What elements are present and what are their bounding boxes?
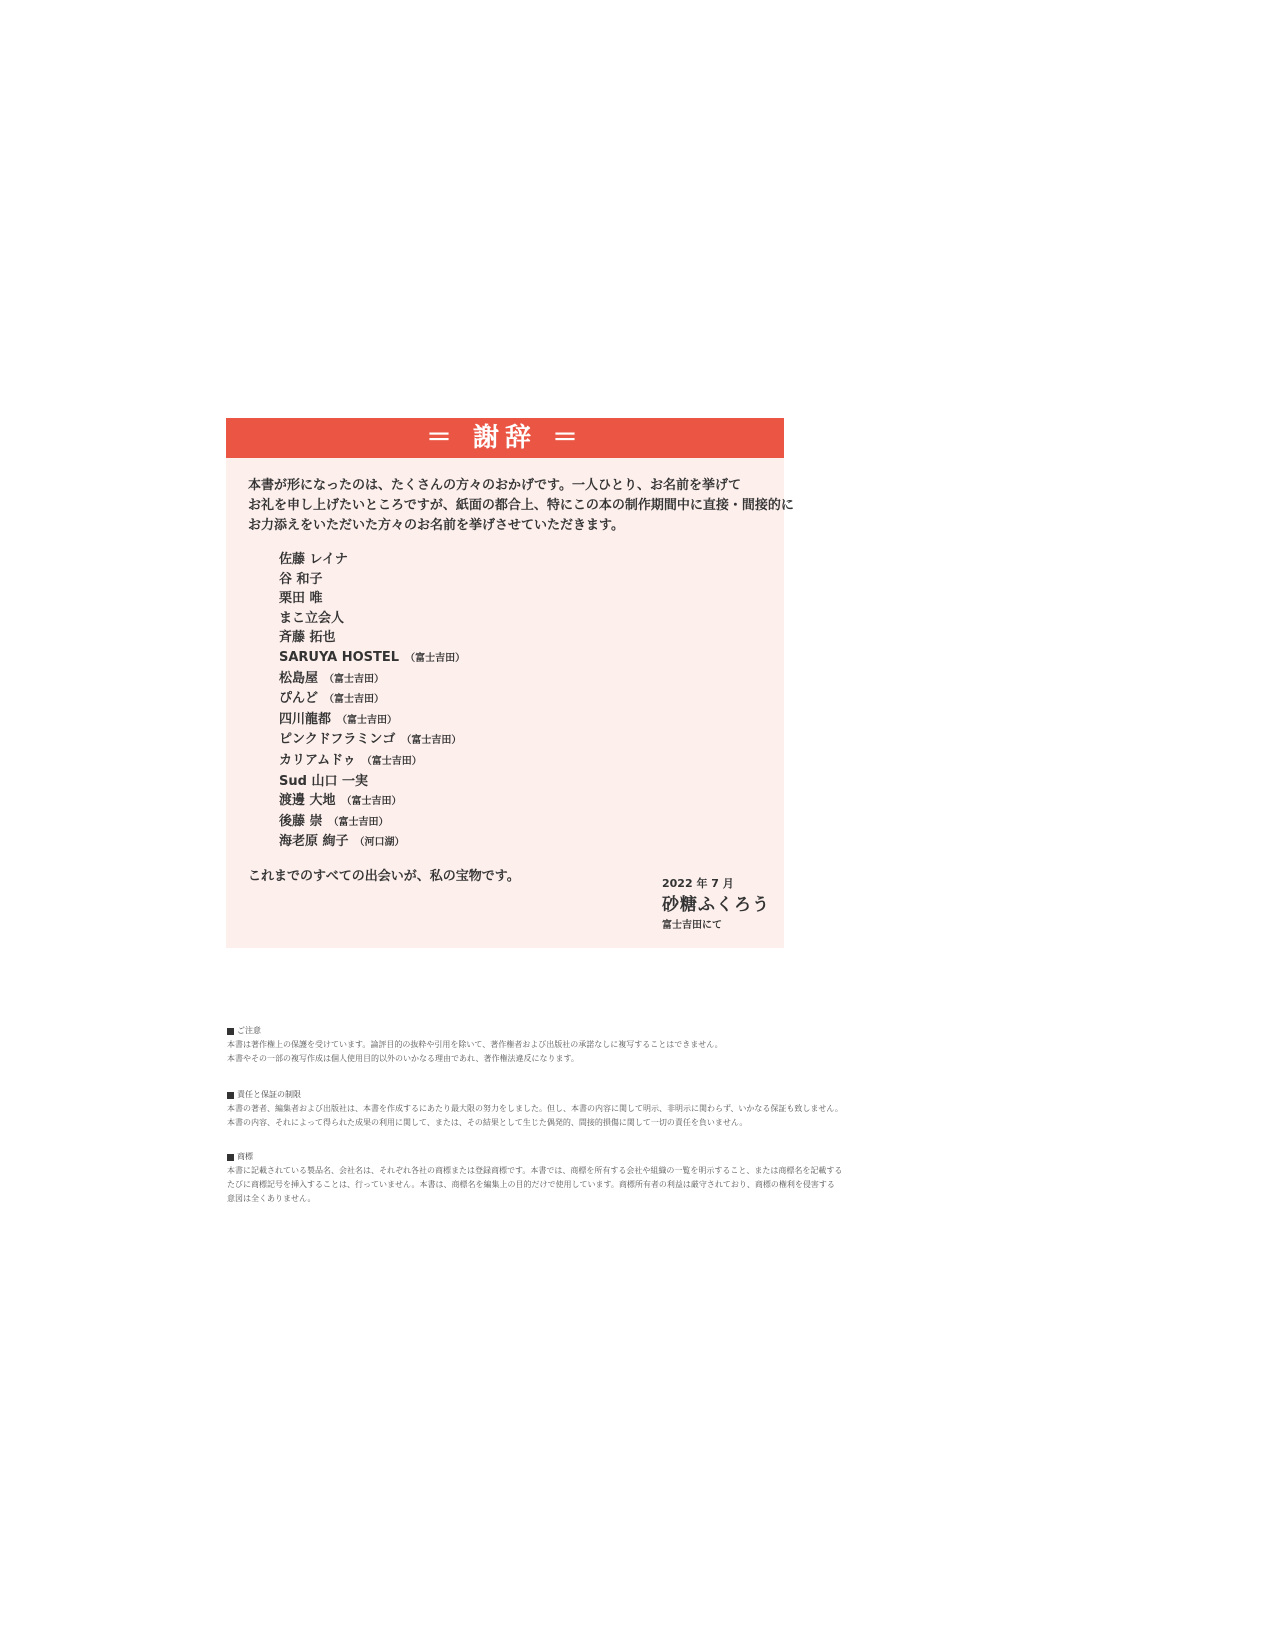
acknowledgements-box [226,418,794,948]
person-name: 谷 和子 [279,571,323,587]
location-note: （河口湖） [354,837,405,849]
list-item [279,669,784,690]
legal-notice-section [227,1024,867,1066]
list-item [279,812,784,833]
signature-date: 2022 年 7 月 [662,877,734,890]
location-note: （富士吉田） [324,673,385,685]
person-name: 佐藤 レイナ [279,552,348,567]
section-title: ご注意 [237,1026,261,1035]
list-item [279,791,784,812]
person-name: 後藤 崇 [279,813,323,829]
legal-line: たびに商標記号を挿入することは、行っていません。本書は、商標名を編集上の目的だけで使用しています。商標所有者の利益は厳守されており、商標の権利を侵害する [227,1180,835,1189]
location-note: （富士吉田） [401,735,462,747]
location-note: （富士吉田） [405,652,466,664]
legal-line: 本書やその一部の複写作成は個人使用目的以外のいかなる理由であれ、著作権法違反になります。 [227,1054,579,1063]
person-name: ピンクドフラミンゴ [279,732,396,748]
list-item [279,710,784,731]
closing-text: これまでのすべての出会いが、私の宝物です。 [248,868,520,884]
list-item [279,648,784,669]
square-bullet-icon [227,1154,234,1161]
person-name: 海老原 絢子 [279,834,349,850]
location-note: （富士吉田） [341,796,402,808]
person-name: SARUYA HOSTEL [279,649,400,665]
intro-line: お礼を申し上げたいところですが、紙面の都合上、特にこの本の制作期間中に直接・間接的に [248,498,794,513]
legal-line: 意図は全くありません。 [227,1194,316,1203]
acknowledgements-intro [248,476,794,536]
person-name: 斉藤 拓也 [279,630,336,646]
person-name: まこ立会人 [279,610,345,626]
signature-author: 砂糖ふくろう [662,895,770,915]
section-title: 商標 [237,1152,253,1161]
person-name: 四川龍都 [279,711,332,727]
intro-line: 本書が形になったのは、たくさんの方々のおかげです。一人ひとり、お名前を挙げて [248,478,741,493]
list-item [279,609,784,629]
person-name: 栗田 唯 [279,591,323,607]
legal-liability-section [227,1088,867,1130]
square-bullet-icon [227,1028,234,1035]
list-item [279,730,784,751]
list-item [279,628,784,648]
signature-block [662,876,770,934]
legal-line: 本書は著作権上の保護を受けています。論評目的の抜粋や引用を除いて、著作権者および出版社の承諾なしに複写することはできません。 [227,1040,723,1049]
square-bullet-icon [227,1092,234,1099]
legal-trademark-section [227,1150,867,1206]
name-list [279,550,784,853]
list-item [279,772,784,792]
location-note: （富士吉田） [324,694,385,706]
section-title: 責任と保証の制限 [237,1090,301,1099]
list-item [279,550,784,570]
list-item [279,832,784,853]
person-name: 渡邊 大地 [279,793,336,809]
list-item [279,751,784,772]
intro-line: お力添えをいただいた方々のお名前を挙げさせていただきます。 [248,518,624,533]
person-name: Sud 山口 一実 [279,773,368,789]
signature-place: 富士吉田にて [662,920,722,931]
list-item [279,589,784,609]
person-name: 松島屋 [279,670,319,686]
person-name: カリアムドゥ [279,752,356,768]
legal-line: 本書に記載されている製品名、会社名は、それぞれ各社の商標または登録商標です。本書では、商標を所有する会社や組織の一覧を明示すること、または商標名を記載する [227,1166,843,1175]
location-note: （富士吉田） [337,714,398,726]
legal-line: 本書の著者、編集者および出版社は、本書を作成するにあたり最大限の努力をしました。但し、本書の内容に関して明示、非明示に関わらず、いかなる保証も致しません。 [227,1104,843,1113]
legal-line: 本書の内容、それによって得られた成果の利用に関して、または、その結果として生じた偶発的、間接的損傷に関して一切の責任を負いません。 [227,1118,748,1127]
list-item [279,689,784,710]
location-note: （富士吉田） [328,816,389,828]
acknowledgements-title: ＝ 謝辞 ＝ [226,418,784,458]
location-note: （富士吉田） [361,755,422,767]
person-name: ぴんど [279,691,319,707]
list-item [279,570,784,590]
